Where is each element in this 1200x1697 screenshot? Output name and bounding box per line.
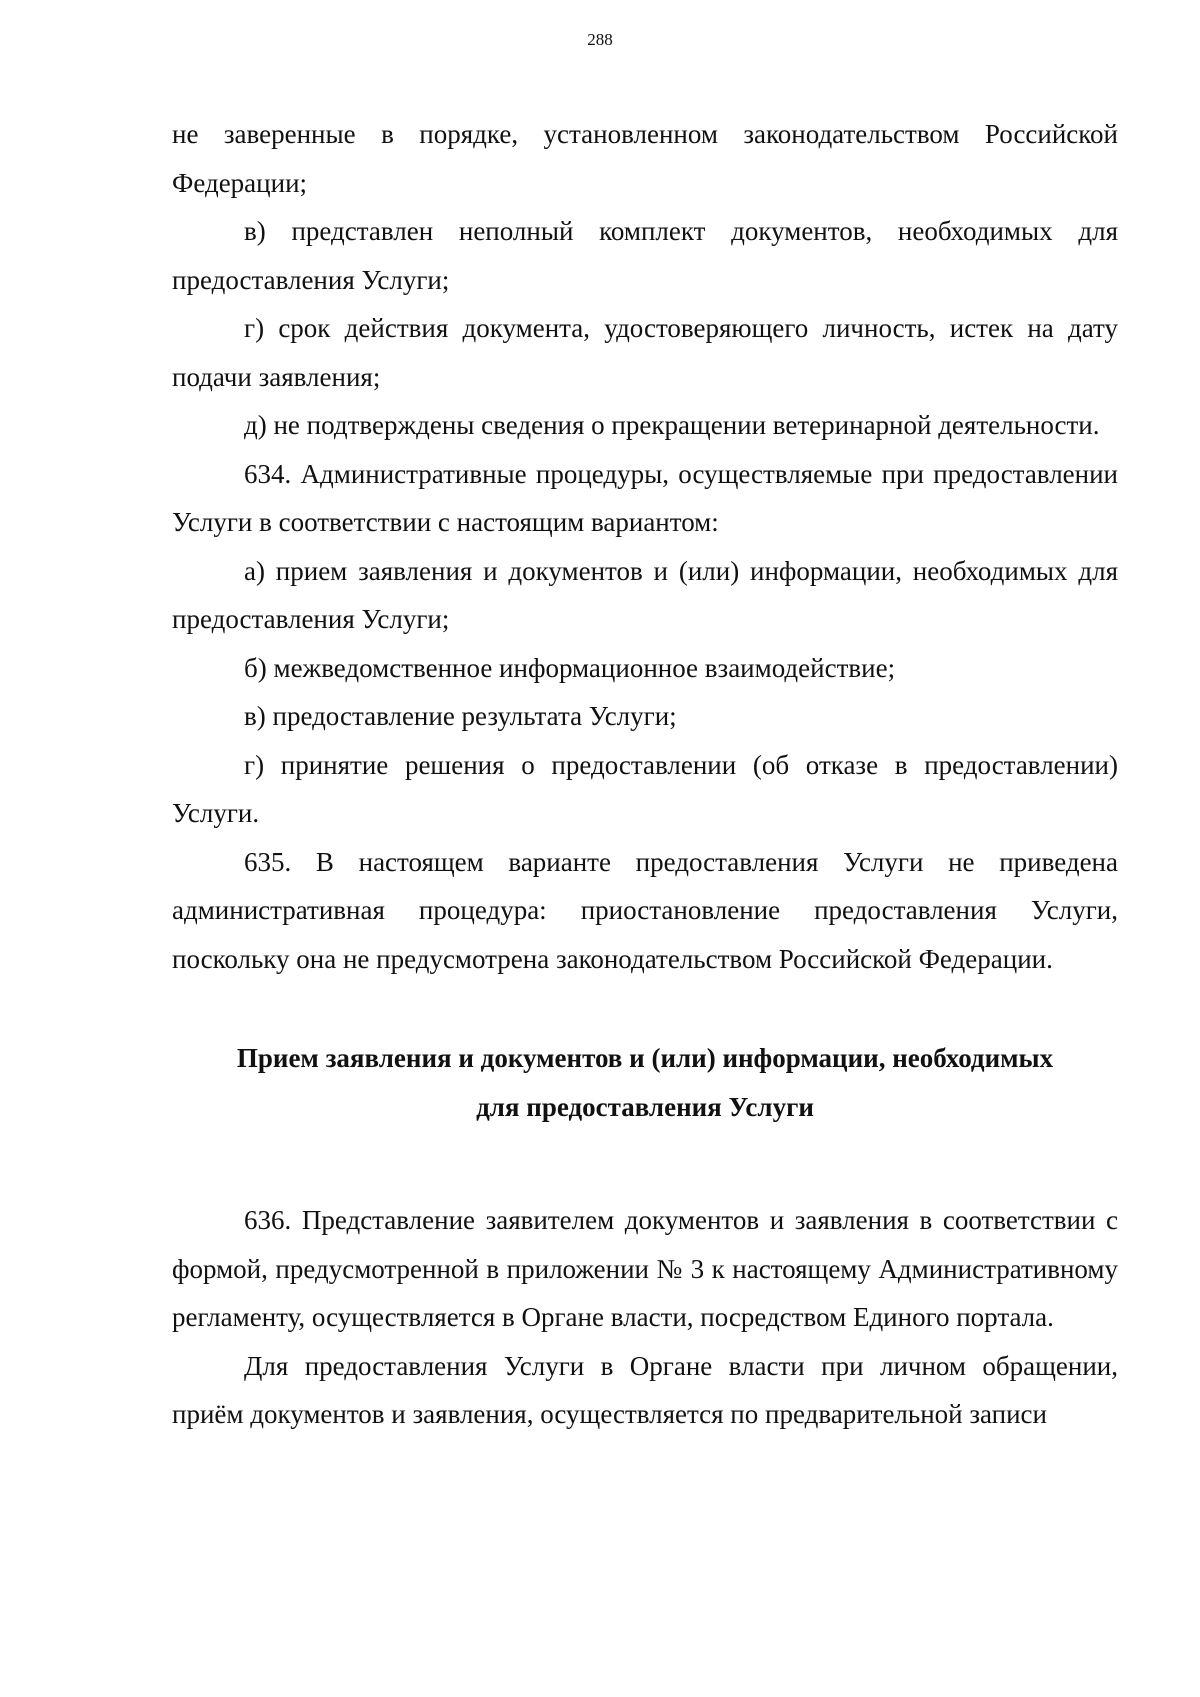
clause-634: 634. Административные процедуры, осуществляемые при предоставлении Услуги в соответствии с настоящим вариантом:	[172, 458, 1118, 537]
list-item-g: г) срок действия документа, удостоверяющего личность, истек на дату подачи заявления;	[172, 313, 1118, 392]
procedure-item-v: в) предоставление результата Услуги;	[244, 701, 677, 731]
clause-635: 635. В настоящем варианте предоставления Услуги не приведена административная процедура: приостановление предоставления Услуги, поскольку она не предусмотрена законодательством Российской Федерации.	[172, 846, 1118, 974]
list-item-d: д) не подтверждены сведения о прекращении ветеринарной деятельности.	[244, 410, 1100, 440]
section-heading-line-1: Прием заявления и документов и (или) информации, необходимых	[236, 1043, 1054, 1073]
procedure-item-g: г) принятие решения о предоставлении (об отказе в предоставлении) Услуги.	[172, 749, 1118, 828]
procedure-item-b: б) межведомственное информационное взаимодействие;	[244, 652, 896, 683]
page-number: 288	[587, 30, 613, 49]
section-heading-line-2: для предоставления Услуги	[476, 1091, 814, 1122]
clause-636: 636. Представление заявителем документов и заявления в соответствии с формой, предусмотренной в приложении № 3 к настоящему Административному регламенту, осуществляется в Органе власти, посредством Единого портала.	[172, 1205, 1118, 1332]
paragraph-in-person-appointment: Для предоставления Услуги в Органе власти при личном обращении, приём документов и заявления, осуществляется по предварительной записи	[172, 1350, 1118, 1429]
document-body	[172, 110, 1118, 1439]
paragraph-continuation: не заверенные в порядке, установленном законодательством Российской Федерации;	[172, 119, 1118, 198]
procedure-item-a: а) прием заявления и документов и (или) информации, необходимых для предоставления Услуги;	[172, 555, 1118, 634]
section-heading	[172, 1034, 1118, 1131]
list-item-v: в) представлен неполный комплект документов, необходимых для предоставления Услуги;	[172, 216, 1118, 295]
